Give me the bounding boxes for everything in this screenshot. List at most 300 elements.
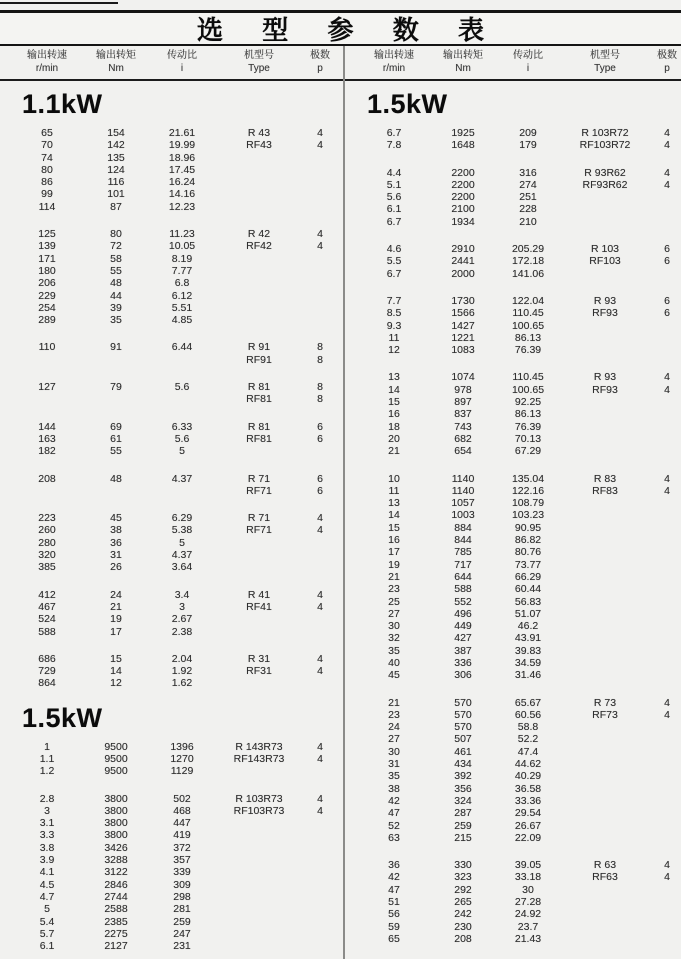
table-row [345, 657, 681, 669]
ratio-cell: 122.16 [511, 484, 545, 497]
table-row [345, 371, 681, 383]
torque-cell: 230 [454, 920, 472, 933]
torque-cell: 461 [454, 745, 472, 758]
ratio-cell: 66.29 [514, 570, 542, 583]
table-row [0, 916, 343, 928]
type-cell: RF93 [592, 307, 618, 320]
speed-cell: 5.5 [386, 255, 402, 268]
power-section-heading: 1.1kW [22, 89, 103, 119]
column-header-label: 机型号 [590, 50, 620, 61]
torque-cell: 91 [110, 341, 122, 354]
table-row [345, 127, 681, 139]
model-group [0, 228, 343, 326]
ratio-cell: 309 [173, 878, 191, 891]
table-row [345, 243, 681, 255]
speed-cell: 35 [388, 644, 400, 657]
speed-cell: 70 [41, 139, 53, 152]
ratio-cell: 14.16 [168, 188, 196, 201]
ratio-cell: 316 [519, 166, 537, 179]
poles-cell: 4 [664, 371, 670, 384]
table-row [0, 524, 343, 536]
type-cell: R 31 [247, 652, 271, 665]
right-header-row [345, 46, 681, 81]
table-row [0, 891, 343, 903]
speed-cell: 4.7 [39, 890, 55, 903]
speed-cell: 260 [38, 524, 56, 537]
ratio-cell: 56.83 [514, 595, 542, 608]
torque-cell: 135 [107, 151, 125, 164]
poles-cell: 4 [317, 804, 323, 817]
speed-cell: 59 [388, 920, 400, 933]
table-row [0, 152, 343, 164]
torque-cell: 242 [454, 908, 472, 921]
ratio-cell: 60.44 [514, 583, 542, 596]
torque-cell: 3800 [104, 792, 128, 805]
left-header-row [0, 46, 343, 81]
torque-cell: 570 [454, 708, 472, 721]
table-row [0, 485, 343, 497]
table-row [345, 332, 681, 344]
table-row [345, 396, 681, 408]
table-row [0, 665, 343, 677]
speed-cell: 74 [41, 151, 53, 164]
table-row [345, 896, 681, 908]
speed-cell: 6.1 [386, 203, 402, 216]
speed-cell: 6.1 [39, 940, 55, 953]
column-header-type [563, 50, 647, 75]
torque-cell: 38 [110, 524, 122, 537]
ratio-cell: 39.05 [514, 859, 542, 872]
column-header-label: 机型号 [244, 50, 274, 61]
model-group [345, 371, 681, 457]
ratio-cell: 502 [173, 792, 191, 805]
table-row [345, 583, 681, 595]
right-body [345, 81, 681, 945]
speed-cell: 3.9 [39, 854, 55, 867]
ratio-cell: 4.85 [171, 314, 193, 327]
poles-cell: 6 [664, 243, 670, 256]
ratio-cell: 7.77 [171, 264, 193, 277]
poles-cell: 6 [317, 472, 323, 485]
poles-cell: 8 [317, 341, 323, 354]
ratio-cell: 5.6 [174, 381, 190, 394]
speed-cell: 5 [44, 903, 50, 916]
type-cell: R 41 [247, 588, 271, 601]
model-group [0, 421, 343, 458]
speed-cell: 11 [388, 484, 400, 497]
torque-cell: 1925 [451, 127, 475, 139]
speed-cell: 467 [38, 600, 56, 613]
torque-cell: 434 [454, 758, 472, 771]
speed-cell: 223 [38, 512, 56, 525]
column-header-poles [647, 50, 681, 75]
ratio-cell: 135.04 [511, 472, 545, 485]
table-row [0, 381, 343, 393]
speed-cell: 6.7 [386, 267, 402, 280]
ratio-cell: 90.95 [514, 521, 542, 534]
speed-cell: 144 [38, 420, 56, 433]
torque-cell: 14 [110, 665, 122, 678]
speed-cell: 588 [38, 625, 56, 638]
table-row [0, 228, 343, 240]
ratio-cell: 259 [173, 915, 191, 928]
poles-cell: 4 [317, 228, 323, 241]
table-row [0, 421, 343, 433]
ratio-cell: 447 [173, 817, 191, 830]
poles-cell: 8 [317, 381, 323, 394]
table-row [0, 793, 343, 805]
speed-cell: 21 [388, 696, 400, 709]
ratio-cell: 3.64 [171, 561, 193, 574]
type-cell: RF93R62 [582, 178, 628, 191]
ratio-cell: 251 [519, 191, 537, 204]
ratio-cell: 51.07 [514, 607, 542, 620]
speed-cell: 13 [388, 371, 400, 384]
speed-cell: 3.3 [39, 829, 55, 842]
ratio-cell: 76.39 [514, 420, 542, 433]
torque-cell: 552 [454, 595, 472, 608]
speed-cell: 32 [388, 632, 400, 645]
column-header-label: 输出转速 [374, 50, 414, 61]
type-cell: RF41 [246, 600, 272, 613]
ratio-cell: 419 [173, 829, 191, 842]
table-row [345, 421, 681, 433]
table-row [0, 277, 343, 289]
torque-cell: 142 [107, 139, 125, 152]
table-row [345, 620, 681, 632]
torque-cell: 61 [110, 432, 122, 445]
torque-cell: 292 [454, 883, 472, 896]
table-row [345, 522, 681, 534]
model-group [0, 473, 343, 498]
model-group [345, 473, 681, 682]
ratio-cell: 6.44 [171, 341, 193, 354]
table-row [345, 632, 681, 644]
table-row [0, 549, 343, 561]
ratio-cell: 21.43 [514, 932, 542, 945]
speed-cell: 14 [388, 509, 400, 522]
torque-cell: 588 [454, 583, 472, 596]
torque-cell: 154 [107, 127, 125, 139]
column-header-speed [8, 50, 86, 75]
torque-cell: 21 [110, 600, 122, 613]
table-row [345, 179, 681, 191]
table-row [0, 903, 343, 915]
table-row [345, 758, 681, 770]
table-row [0, 393, 343, 405]
ratio-cell: 8.19 [171, 252, 193, 265]
torque-cell: 330 [454, 859, 472, 872]
type-cell: R 73 [593, 696, 617, 709]
type-cell: R 71 [247, 512, 271, 525]
speed-cell: 16 [388, 408, 400, 421]
top-edge-rule [0, 2, 118, 4]
speed-cell: 4.4 [386, 166, 402, 179]
speed-cell: 208 [38, 472, 56, 485]
torque-cell: 1648 [451, 139, 475, 152]
table-row [345, 255, 681, 267]
torque-cell: 2200 [451, 178, 475, 191]
ratio-cell: 1270 [170, 752, 194, 765]
speed-cell: 412 [38, 588, 56, 601]
model-group [0, 381, 343, 406]
table-row [0, 139, 343, 151]
speed-cell: 110 [38, 341, 56, 354]
poles-cell: 4 [317, 600, 323, 613]
speed-cell: 320 [38, 549, 56, 562]
torque-cell: 79 [110, 381, 122, 394]
ratio-cell: 6.12 [171, 289, 193, 302]
table-row [345, 559, 681, 571]
table-row [345, 384, 681, 396]
table-row [0, 866, 343, 878]
speed-cell: 52 [388, 819, 400, 832]
torque-cell: 3426 [104, 841, 128, 854]
torque-cell: 3288 [104, 854, 128, 867]
left-body [0, 81, 343, 952]
ratio-cell: 86.82 [514, 534, 542, 547]
speed-cell: 8.5 [386, 307, 402, 320]
torque-cell: 2385 [104, 915, 128, 928]
model-group [345, 859, 681, 945]
torque-cell: 215 [454, 831, 472, 844]
torque-cell: 1427 [451, 319, 475, 332]
speed-cell: 56 [388, 908, 400, 921]
torque-cell: 58 [110, 252, 122, 265]
speed-cell: 2.8 [39, 792, 55, 805]
ratio-cell: 3 [179, 600, 185, 613]
table-row [345, 770, 681, 782]
speed-cell: 686 [38, 652, 56, 665]
ratio-cell: 6.33 [171, 420, 193, 433]
poles-cell: 6 [317, 484, 323, 497]
model-group [0, 127, 343, 213]
torque-cell: 55 [110, 445, 122, 458]
torque-cell: 48 [110, 277, 122, 290]
torque-cell: 45 [110, 512, 122, 525]
speed-cell: 17 [388, 546, 400, 559]
speed-cell: 30 [388, 620, 400, 633]
speed-cell: 4.5 [39, 878, 55, 891]
type-cell: R 42 [247, 228, 271, 241]
table-row [345, 139, 681, 151]
type-cell: R 93 [593, 294, 617, 307]
speed-cell: 40 [388, 656, 400, 669]
ratio-cell: 5.51 [171, 301, 193, 314]
torque-cell: 1934 [451, 215, 475, 228]
table-row [0, 445, 343, 457]
table-row [345, 473, 681, 485]
column-header-unit: Type [594, 62, 616, 74]
table-row [0, 253, 343, 265]
table-row [345, 408, 681, 420]
speed-cell: 16 [388, 534, 400, 547]
torque-cell: 356 [454, 782, 472, 795]
speed-cell: 15 [388, 396, 400, 409]
speed-cell: 31 [388, 758, 400, 771]
column-header-label: 输出转矩 [96, 50, 136, 61]
torque-cell: 570 [454, 721, 472, 734]
ratio-cell: 21.61 [168, 127, 196, 139]
torque-cell: 2200 [451, 166, 475, 179]
column-header-label: 输出转矩 [443, 50, 483, 61]
table-row [0, 341, 343, 353]
speed-cell: 30 [388, 745, 400, 758]
table-row [345, 721, 681, 733]
poles-cell: 4 [317, 512, 323, 525]
speed-cell: 864 [38, 677, 56, 690]
ratio-cell: 12.23 [168, 200, 196, 213]
ratio-cell: 110.45 [512, 371, 544, 384]
type-cell: RF91 [246, 353, 272, 366]
table-row [0, 201, 343, 213]
ratio-cell: 16.24 [168, 176, 196, 189]
ratio-cell: 3.4 [174, 588, 190, 601]
table-row [0, 314, 343, 326]
speed-cell: 15 [388, 521, 400, 534]
speed-cell: 3.1 [39, 817, 55, 830]
torque-cell: 2000 [451, 267, 475, 280]
speed-cell: 182 [38, 445, 56, 458]
torque-cell: 2200 [451, 191, 475, 204]
ratio-cell: 2.38 [171, 625, 193, 638]
speed-cell: 180 [38, 264, 56, 277]
ratio-cell: 209 [519, 127, 537, 139]
table-row [345, 608, 681, 620]
torque-cell: 1003 [451, 509, 475, 522]
torque-cell: 124 [107, 163, 125, 176]
poles-cell: 4 [664, 472, 670, 485]
ratio-cell: 46.2 [517, 620, 539, 633]
torque-cell: 1140 [451, 484, 475, 497]
table-row [0, 879, 343, 891]
table-row [345, 445, 681, 457]
type-cell: R 81 [247, 381, 271, 394]
table-row [0, 164, 343, 176]
speed-cell: 10 [388, 472, 400, 485]
table-row [0, 829, 343, 841]
ratio-cell: 80.76 [514, 546, 542, 559]
ratio-cell: 23.7 [517, 920, 539, 933]
torque-cell: 1221 [451, 331, 475, 344]
table-row [0, 854, 343, 866]
ratio-cell: 228 [519, 203, 537, 216]
column-header-label: 传动比 [167, 50, 197, 61]
torque-cell: 9500 [104, 740, 128, 753]
speed-cell: 19 [388, 558, 400, 571]
speed-cell: 4.1 [39, 866, 55, 879]
model-group [0, 341, 343, 366]
type-cell: R 71 [247, 472, 271, 485]
model-group [0, 793, 343, 953]
table-row [345, 807, 681, 819]
torque-cell: 644 [454, 570, 472, 583]
table-row [0, 354, 343, 366]
torque-cell: 12 [110, 677, 122, 690]
torque-cell: 2275 [104, 927, 128, 940]
poles-cell: 4 [664, 708, 670, 721]
table-row [345, 820, 681, 832]
speed-cell: 80 [41, 163, 53, 176]
torque-cell: 884 [454, 521, 472, 534]
poles-cell: 4 [317, 740, 323, 753]
ratio-cell: 60.56 [514, 708, 542, 721]
speed-cell: 65 [388, 932, 400, 945]
speed-cell: 47 [388, 807, 400, 820]
torque-cell: 26 [110, 561, 122, 574]
ratio-cell: 5 [179, 536, 185, 549]
ratio-cell: 11.23 [169, 228, 195, 241]
column-header-torque [86, 50, 146, 75]
table-row [345, 571, 681, 583]
type-cell: R 103R72 [581, 127, 629, 139]
type-cell: R 91 [247, 341, 271, 354]
torque-cell: 785 [454, 546, 472, 559]
column-header-poles [300, 50, 340, 75]
poles-cell: 4 [664, 139, 670, 152]
table-row [345, 645, 681, 657]
column-header-label: 极数 [310, 50, 330, 61]
column-header-unit: r/min [382, 62, 406, 74]
model-group [0, 741, 343, 778]
torque-cell: 682 [454, 432, 472, 445]
torque-cell: 1730 [451, 294, 475, 307]
torque-cell: 427 [454, 632, 472, 645]
speed-cell: 171 [38, 252, 56, 265]
speed-cell: 114 [38, 200, 56, 213]
left-column [0, 46, 343, 959]
speed-cell: 47 [388, 883, 400, 896]
table-row [345, 669, 681, 681]
table-row [0, 805, 343, 817]
column-header-unit: p [317, 62, 323, 74]
column-header-ratio [493, 50, 563, 75]
torque-cell: 496 [454, 607, 472, 620]
ratio-cell: 2.67 [171, 613, 193, 626]
ratio-cell: 6.29 [171, 512, 193, 525]
poles-cell: 4 [317, 665, 323, 678]
table-row [0, 601, 343, 613]
torque-cell: 2127 [104, 940, 128, 953]
table-row [345, 832, 681, 844]
power-section-heading: 1.5kW [22, 702, 103, 733]
torque-cell: 387 [454, 644, 472, 657]
table-row [345, 697, 681, 709]
torque-cell: 39 [110, 301, 122, 314]
table-row [345, 216, 681, 228]
table-row [0, 741, 343, 753]
type-cell: RF63 [592, 871, 618, 884]
table-row [0, 626, 343, 638]
poles-cell: 4 [664, 484, 670, 497]
table-row [345, 344, 681, 356]
speed-cell: 20 [388, 432, 400, 445]
torque-cell: 19 [110, 613, 122, 626]
torque-cell: 844 [454, 534, 472, 547]
ratio-cell: 372 [173, 841, 191, 854]
ratio-cell: 17.45 [168, 163, 196, 176]
speed-cell: 21 [388, 570, 400, 583]
torque-cell: 323 [454, 871, 472, 884]
table-row [345, 307, 681, 319]
speed-cell: 5.1 [386, 178, 402, 191]
torque-cell: 449 [454, 620, 472, 633]
speed-cell: 385 [38, 561, 56, 574]
model-group [345, 295, 681, 356]
ratio-cell: 22.09 [514, 831, 542, 844]
ratio-cell: 52.2 [517, 733, 539, 746]
ratio-cell: 40.29 [514, 770, 542, 783]
